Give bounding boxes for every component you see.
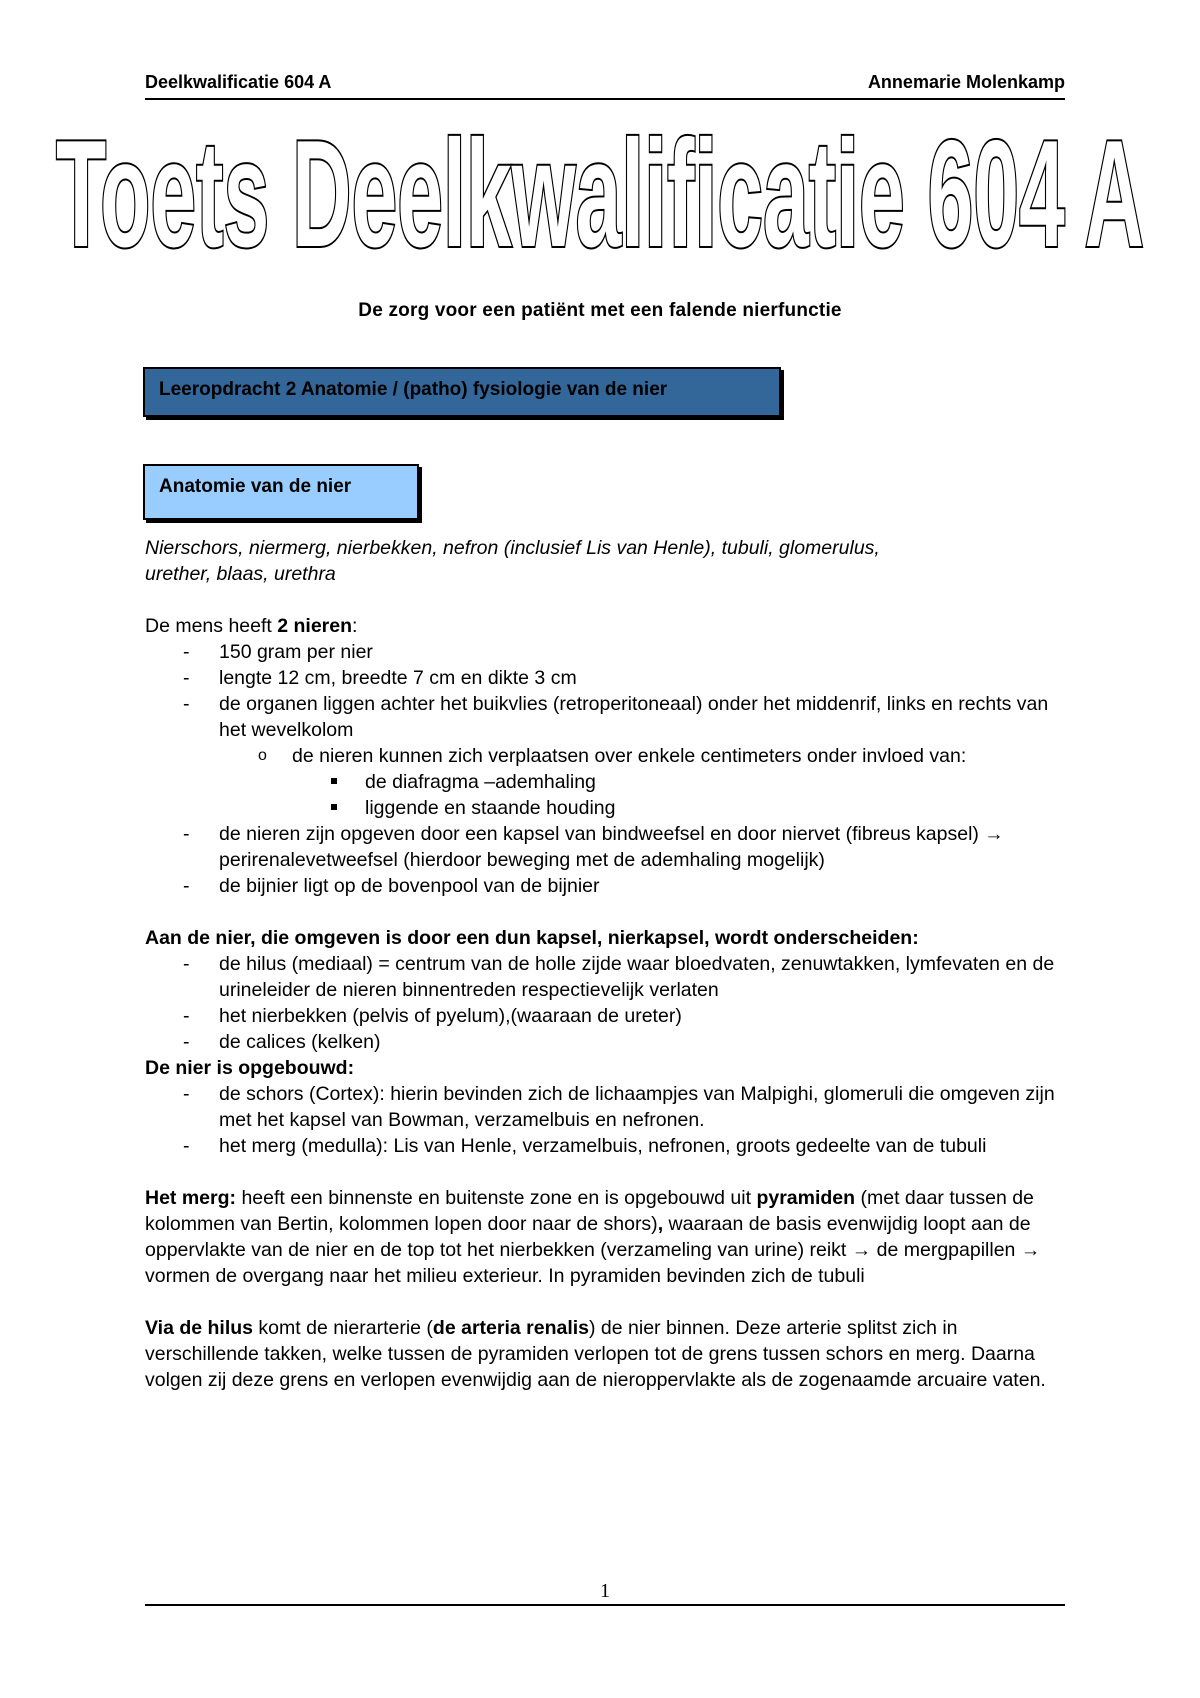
list-item-text: de organen liggen achter het buikvlies (retroperitoneaal) onder het middenrif, links en rechts van het wevelkolom (219, 693, 1049, 741)
sub-list-item-text: de nieren kunnen zich verplaatsen over enkele centimeters onder invloed van: (292, 745, 967, 767)
assignment-box-label: Leeropdracht 2 Anatomie / (patho) fysiologie van de nier (159, 379, 668, 400)
list-item: - de hilus (mediaal) = centrum van de holle zijde waar bloedvaten, zenuwtakken, lymfevaten en de urineleider de nieren binnentreden respectievelijk verlaten (219, 951, 1070, 1003)
marrow-text-3: waaraan de basis evenwijdig loopt aan de oppervlakte van de nier en de top tot het nierbekken (verzameling van urine) reikt → de mergpapillen → vormen de overgang naar het milieu exterieur. In pyramiden bevinden zich de tubuli (145, 1213, 1041, 1287)
list-item (219, 691, 1070, 821)
capsule-heading: Aan de nier, die omgeven is door een dun kapsel, nierkapsel, wordt onderscheiden: (145, 927, 919, 949)
kidneys-intro-text: De mens heeft (145, 615, 278, 637)
subtitle: De zorg voor een patiënt met een falende nierfunctie (358, 300, 842, 321)
kidneys-subsublist (292, 769, 1070, 821)
marrow-bold-3: , (657, 1213, 664, 1235)
list-item: - de nieren zijn opgeven door een kapsel van bindweefsel en door niervet (fibreus kapsel) → perirenalevetweefsel (hierdoor beweging met de ademhaling mogelijk) (219, 821, 1070, 873)
sub-sub-list-item: liggende en staande houding (365, 795, 1070, 821)
hilus-text-2: ) de nier binnen. Deze arterie splitst zich in verschillende takken, welke tussen de pyramiden verlopen tot de grens tussen schors en merg. Daarna volgen zij deze grens en verlopen evenwijdig aan de nieroppervlakte als de zogenaamde arcuaire vaten. (145, 1317, 1046, 1391)
kidneys-sublist (219, 743, 1070, 821)
assignment-box (143, 367, 781, 417)
title-wordart-text: Toets Deelkwalificatie 604 A (56, 128, 1144, 268)
structure-list (145, 1081, 1070, 1159)
kidneys-intro-bold: 2 nieren (277, 615, 353, 637)
header-course: Deelkwalificatie 604 A (145, 72, 332, 92)
list-item: - de bijnier ligt op de bovenpool van de bijnier (219, 873, 1070, 899)
list-item: - het nierbekken (pelvis of pyelum),(waaraan de ureter) (219, 1003, 1070, 1029)
marrow-text-2: (met daar tussen de kolommen van Bertin, kolommen lopen door naar de shors) (145, 1187, 1034, 1235)
structure-heading: De nier is opgebouwd: (145, 1057, 355, 1079)
kidneys-intro (145, 613, 1070, 639)
kidneys-list (145, 639, 1070, 899)
sub-sub-list-item: de diafragma –ademhaling (365, 769, 1070, 795)
marrow-paragraph (145, 1185, 1070, 1289)
body-content (145, 535, 1070, 1393)
hilus-bold-2: de arteria renalis (432, 1317, 590, 1339)
list-item: - de calices (kelken) (219, 1029, 1070, 1055)
list-item: - de schors (Cortex): hierin bevinden zich de lichaampjes van Malpighi, glomeruli die omgeven zijn met het kapsel van Bowman, verzamelbuis en nefronen. (219, 1081, 1070, 1133)
marrow-bold-2: pyramiden (756, 1187, 856, 1209)
section-box (143, 464, 419, 520)
list-item: - lengte 12 cm, breedte 7 cm en dikte 3 cm (219, 665, 1070, 691)
list-item: - 150 gram per nier (219, 639, 1070, 665)
section-box-label: Anatomie van de nier (159, 476, 352, 497)
document-title (0, 128, 1200, 268)
hilus-text-1: komt de nierarterie ( (253, 1317, 433, 1339)
header-author: Annemarie Molenkamp (867, 72, 1065, 92)
page-number: 1 (600, 1580, 610, 1602)
hilus-bold-1: Via de hilus (145, 1317, 254, 1339)
list-item: - het merg (medulla): Lis van Henle, verzamelbuis, nefronen, groots gedeelte van de tubuli (219, 1133, 1070, 1159)
page-footer (145, 1580, 1065, 1606)
keywords-line-1: Nierschors, niermerg, nierbekken, nefron (inclusief Lis van Henle), tubuli, glomerulus, (145, 537, 880, 559)
capsule-list (145, 951, 1070, 1055)
marrow-text-1: heeft een binnenste en buitenste zone en is opgebouwd uit (236, 1187, 757, 1209)
page-header (145, 72, 1065, 100)
hilus-paragraph (145, 1315, 1070, 1393)
sub-list-item (292, 743, 1070, 821)
kidneys-intro-colon: : (352, 615, 358, 637)
marrow-bold-1: Het merg: (145, 1187, 237, 1209)
keywords-line-2: urether, blaas, urethra (145, 563, 336, 585)
